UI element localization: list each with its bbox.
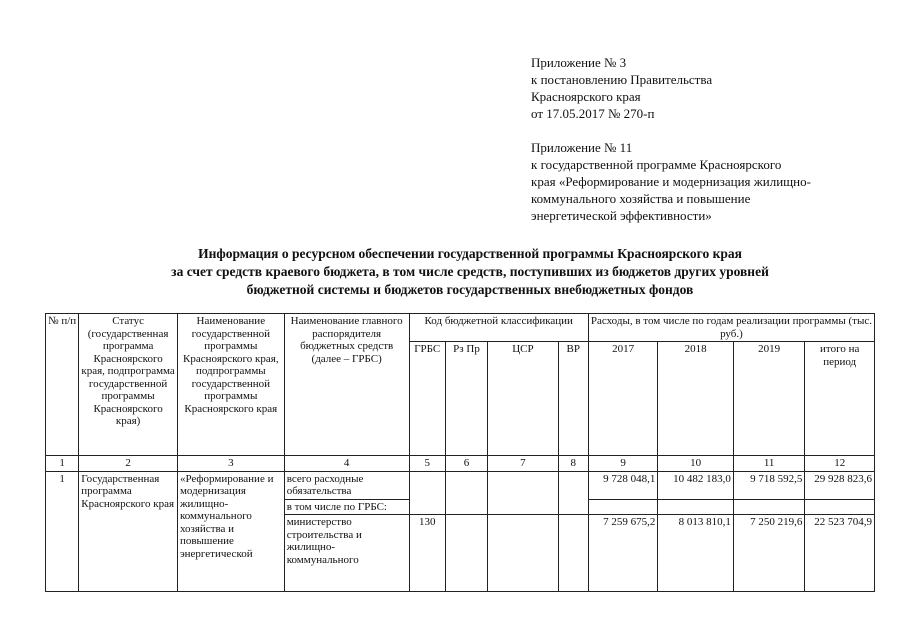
annex-11-header <box>531 139 811 224</box>
row-num: 1 <box>46 471 79 592</box>
annex-line: к государственной программе Красноярского <box>531 157 782 172</box>
col-number: 8 <box>558 456 588 472</box>
row-program-name: «Реформирование и модернизация жилищно-коммунального хозяйства и повышение энергетической <box>177 471 284 592</box>
annex-line: Приложение № 11 <box>531 140 633 155</box>
annex-3-header <box>531 54 712 122</box>
col-number: 5 <box>409 456 445 472</box>
annex-line: от 17.05.2017 № 270-п <box>531 106 655 121</box>
annex-line: энергетической эффективности» <box>531 208 712 223</box>
col-number: 7 <box>488 456 559 472</box>
row-vr <box>558 471 588 515</box>
empty-cell <box>733 499 805 515</box>
row-2017: 9 728 048,1 <box>588 471 657 499</box>
header-csr: ЦСР <box>488 342 559 456</box>
header-total: итого на период <box>805 342 875 456</box>
row-csr <box>488 471 559 515</box>
row-2017: 7 259 675,2 <box>588 515 657 592</box>
col-number: 11 <box>733 456 805 472</box>
row-total: 22 523 704,9 <box>805 515 875 592</box>
table-row <box>46 471 875 499</box>
empty-cell <box>658 499 734 515</box>
annex-line: к постановлению Правительства <box>531 72 713 87</box>
header-row <box>46 314 875 342</box>
col-number: 2 <box>79 456 178 472</box>
row-grbs-name-ministry: министерство строительства и жилищно-коммунального <box>284 515 409 592</box>
row-2018: 8 013 810,1 <box>658 515 734 592</box>
col-number: 10 <box>658 456 734 472</box>
empty-cell <box>588 499 657 515</box>
header-expenses: Расходы, в том числе по годам реализации программы (тыс. руб.) <box>588 314 874 342</box>
row-2019: 9 718 592,5 <box>733 471 805 499</box>
row-2018: 10 482 183,0 <box>658 471 734 499</box>
col-number: 4 <box>284 456 409 472</box>
annex-line: края «Реформирование и модернизация жилищно- <box>531 174 811 189</box>
document-title <box>40 245 900 299</box>
header-2019: 2019 <box>733 342 805 456</box>
resource-table <box>45 313 875 592</box>
header-2017: 2017 <box>588 342 657 456</box>
row-2019: 7 250 219,6 <box>733 515 805 592</box>
annex-line: Красноярского края <box>531 89 641 104</box>
title-line: бюджетной системы и бюджетов государственных внебюджетных фондов <box>246 282 694 297</box>
column-number-row <box>46 456 875 472</box>
row-csr <box>488 515 559 592</box>
row-status: Государственная программа Красноярского края <box>79 471 178 592</box>
header-rzpr: Рз Пр <box>445 342 487 456</box>
row-rzpr <box>445 471 487 515</box>
header-status: Статус (государственная программа Красноярского края, подпрограмма государственной программы Красноярского края) <box>79 314 178 456</box>
row-grbs-subheading: в том числе по ГРБС: <box>284 499 409 515</box>
col-number: 9 <box>588 456 657 472</box>
header-vr: ВР <box>558 342 588 456</box>
row-grbs <box>409 471 445 515</box>
header-num: № п/п <box>46 314 79 456</box>
col-number: 6 <box>445 456 487 472</box>
col-number: 12 <box>805 456 875 472</box>
title-line: Информация о ресурсном обеспечении государственной программы Красноярского края <box>198 246 742 261</box>
header-2018: 2018 <box>658 342 734 456</box>
row-rzpr <box>445 515 487 592</box>
row-vr <box>558 515 588 592</box>
title-line: за счет средств краевого бюджета, в том числе средств, поступивших из бюджетов других уровней <box>171 264 769 279</box>
row-total: 29 928 823,6 <box>805 471 875 499</box>
empty-cell <box>805 499 875 515</box>
annex-line: коммунального хозяйства и повышение <box>531 191 751 206</box>
row-grbs-name-total: всего расходные обязательства <box>284 471 409 499</box>
col-number: 1 <box>46 456 79 472</box>
header-budget-classification: Код бюджетной классификации <box>409 314 588 342</box>
header-grbs: ГРБС <box>409 342 445 456</box>
col-number: 3 <box>177 456 284 472</box>
header-grbs-name: Наименование главного распорядителя бюджетных средств (далее – ГРБС) <box>284 314 409 456</box>
row-grbs-code: 130 <box>409 515 445 592</box>
annex-line: Приложение № 3 <box>531 55 627 70</box>
header-program-name: Наименование государственной программы Красноярского края, подпрограммы государственной программы Красноярского края <box>177 314 284 456</box>
